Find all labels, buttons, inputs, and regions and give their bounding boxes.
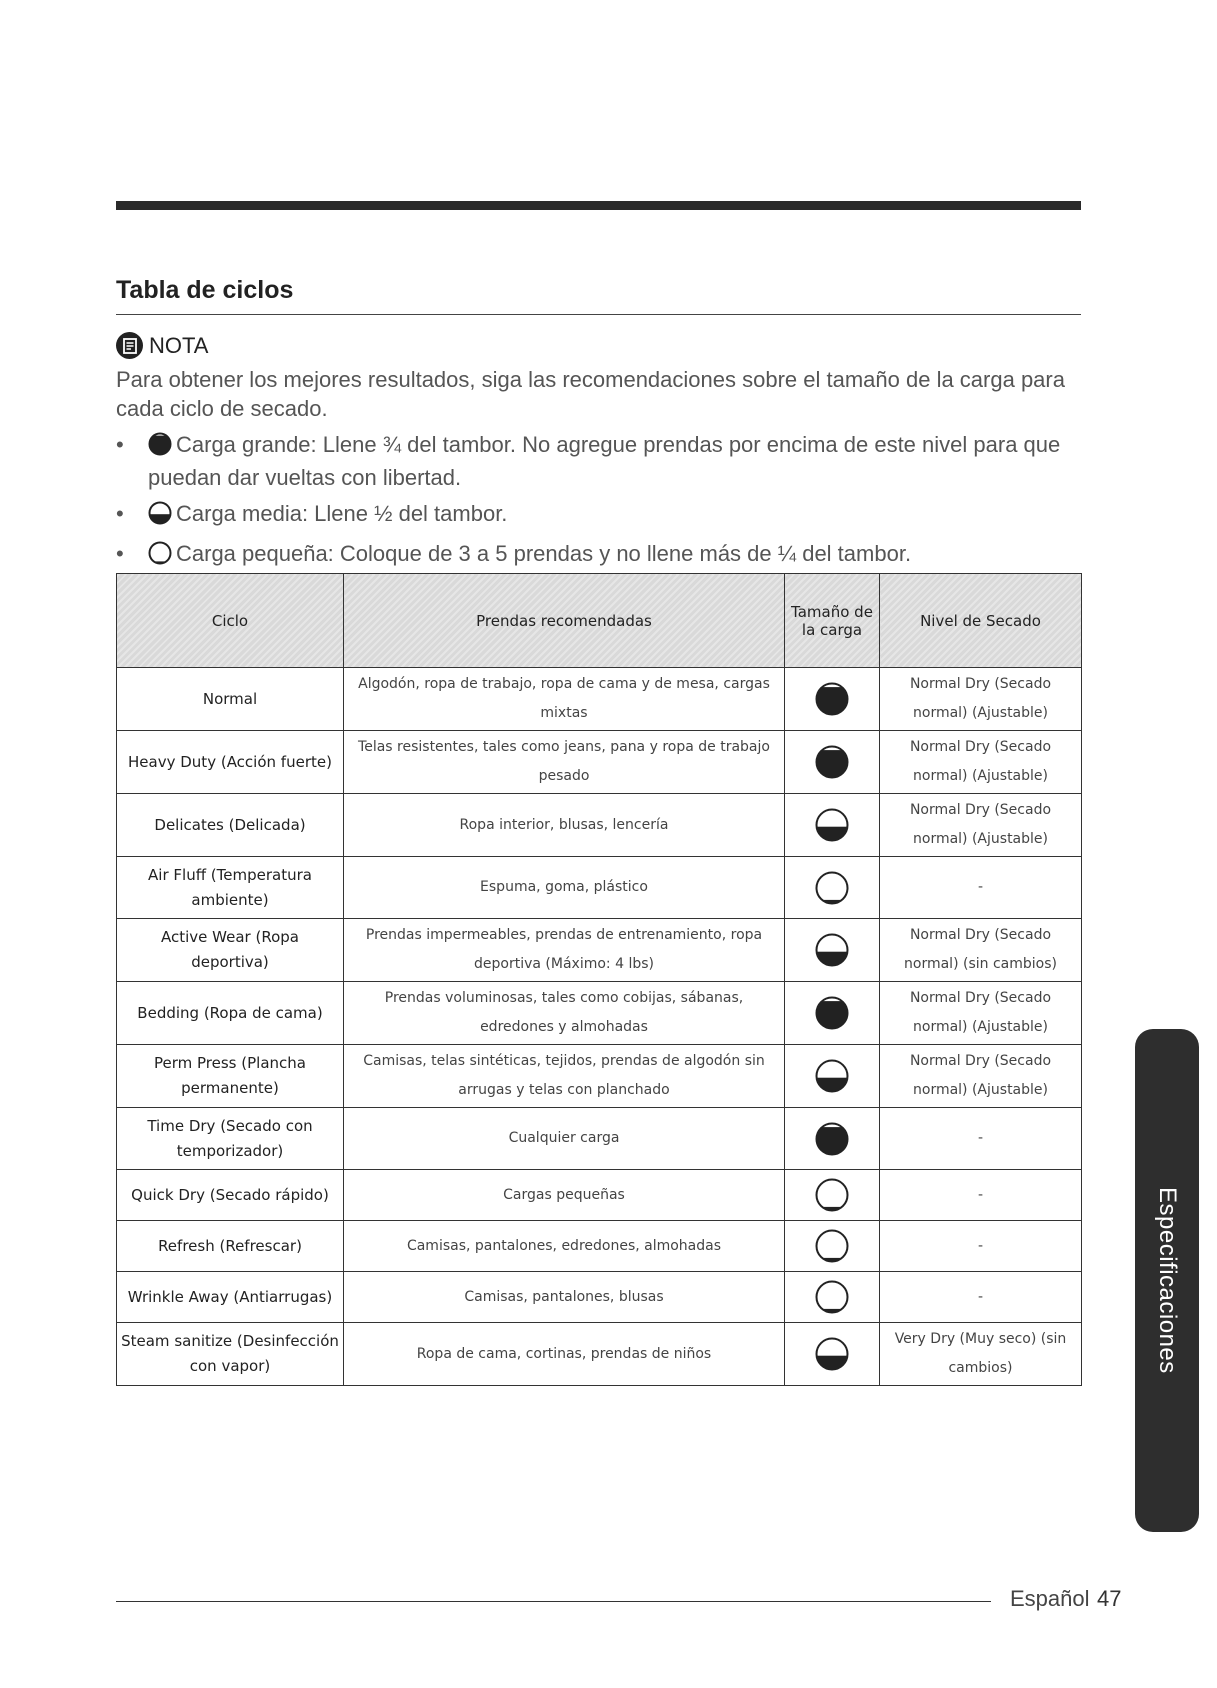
load-large-icon [789, 1122, 875, 1156]
cycle-table [116, 573, 1082, 1386]
table-row [117, 668, 1082, 731]
dry-level: Very Dry (Muy seco) (sin cambios) [880, 1323, 1082, 1386]
table-row [117, 919, 1082, 982]
footer-language: Español [1010, 1586, 1090, 1611]
recommended-items: Prendas impermeables, prendas de entrenamiento, ropa deportiva (Máximo: 4 lbs) [344, 919, 785, 982]
table-row [117, 982, 1082, 1045]
cycle-name: Perm Press (Plancha permanente) [117, 1045, 344, 1108]
load-size-cell [785, 668, 880, 731]
footer-rule [116, 1601, 991, 1602]
note-text: Para obtener los mejores resultados, siga las recomendaciones sobre el tamaño de la carga para cada ciclo de secado. [116, 367, 1065, 421]
recommended-items: Camisas, telas sintéticas, tejidos, prendas de algodón sin arrugas y telas con planchado [344, 1045, 785, 1108]
cycle-name: Wrinkle Away (Antiarrugas) [117, 1272, 344, 1323]
load-fill [815, 750, 849, 779]
load-large-icon [789, 682, 875, 716]
header-items: Prendas recomendadas [344, 574, 785, 668]
load-size-cell [785, 1323, 880, 1386]
table-row [117, 1170, 1082, 1221]
dry-level: Normal Dry (Secado normal) (Ajustable) [880, 1045, 1082, 1108]
load-size-cell [785, 731, 880, 794]
load-large-icon [148, 432, 172, 463]
cycle-name: Steam sanitize (Desinfección con vapor) [117, 1323, 344, 1386]
dry-level: Normal Dry (Secado normal) (Ajustable) [880, 731, 1082, 794]
table-row [117, 1221, 1082, 1272]
recommended-items: Ropa de cama, cortinas, prendas de niños [344, 1323, 785, 1386]
list-item: • Carga media: Llene ½ del tambor. [116, 499, 1076, 532]
load-medium-icon [789, 1337, 875, 1371]
top-rule [116, 201, 1081, 210]
section-title: Tabla de ciclos [116, 276, 294, 304]
list-item: • Carga pequeña: Coloque de 3 a 5 prendas y no llene más de ¼ del tambor. [116, 539, 1076, 572]
dry-level: - [880, 1170, 1082, 1221]
recommended-items: Cualquier carga [344, 1108, 785, 1170]
bullet-text: Carga grande: Llene ¾ del tambor. No agregue prendas por encima de este nivel para que puedan dar vueltas con libertad. [148, 432, 1061, 490]
recommended-items: Camisas, pantalones, blusas [344, 1272, 785, 1323]
recommended-items: Algodón, ropa de trabajo, ropa de cama y de mesa, cargas mixtas [344, 668, 785, 731]
cycle-name: Active Wear (Ropa deportiva) [117, 919, 344, 982]
cycle-name: Refresh (Refrescar) [117, 1221, 344, 1272]
load-medium-icon [789, 808, 875, 842]
load-medium-icon [789, 933, 875, 967]
table-row [117, 794, 1082, 857]
load-small-icon [789, 1229, 875, 1263]
side-tab-label: Especificaciones [1154, 1187, 1181, 1374]
table-row [117, 1108, 1082, 1170]
table-row [117, 1323, 1082, 1386]
bullet-text: Carga media: Llene ½ del tambor. [176, 501, 508, 526]
load-size-cell [785, 794, 880, 857]
cycle-name: Heavy Duty (Acción fuerte) [117, 731, 344, 794]
dry-level: Normal Dry (Secado normal) (Ajustable) [880, 668, 1082, 731]
cycle-name: Air Fluff (Temperatura ambiente) [117, 857, 344, 919]
cycle-name: Delicates (Delicada) [117, 794, 344, 857]
cycle-name: Normal [117, 668, 344, 731]
recommended-items: Cargas pequeñas [344, 1170, 785, 1221]
table-row [117, 1272, 1082, 1323]
dry-level: - [880, 1221, 1082, 1272]
bullet-text: Carga pequeña: Coloque de 3 a 5 prendas y no llene más de ¼ del tambor. [176, 541, 912, 566]
note-title: NOTA [149, 332, 209, 358]
dry-level: - [880, 1272, 1082, 1323]
load-small-icon [789, 871, 875, 905]
dry-level: Normal Dry (Secado normal) (Ajustable) [880, 794, 1082, 857]
load-size-cell [785, 1272, 880, 1323]
load-fill [815, 1127, 849, 1156]
recommended-items: Prendas voluminosas, tales como cobijas, sábanas, edredones y almohadas [344, 982, 785, 1045]
cycle-name: Bedding (Ropa de cama) [117, 982, 344, 1045]
list-item: • Carga grande: Llene ¾ del tambor. No agregue prendas por encima de este nivel para que puedan dar vueltas con libertad. [116, 432, 1061, 490]
load-large-icon [789, 996, 875, 1030]
load-fill [815, 1001, 849, 1030]
load-small-icon [789, 1280, 875, 1314]
load-small-icon [789, 1178, 875, 1212]
title-rule [116, 314, 1081, 315]
page-number: 47 [1097, 1586, 1122, 1611]
note-icon [116, 332, 143, 359]
header-load: Tamaño de la carga [785, 574, 880, 668]
note-header [116, 332, 208, 359]
dry-level: - [880, 1108, 1082, 1170]
load-size-cell [785, 1170, 880, 1221]
table-row [117, 1045, 1082, 1108]
recommended-items: Ropa interior, blusas, lencería [344, 794, 785, 857]
header-cycle: Ciclo [117, 574, 344, 668]
side-tab [1135, 1029, 1199, 1532]
table-row [117, 731, 1082, 794]
table-row [117, 857, 1082, 919]
load-large-icon [789, 745, 875, 779]
dry-level: - [880, 857, 1082, 919]
load-fill [815, 687, 849, 716]
load-small-icon [148, 541, 172, 572]
dry-level: Normal Dry (Secado normal) (sin cambios) [880, 919, 1082, 982]
load-size-cell [785, 1108, 880, 1170]
table-header-row [117, 574, 1082, 668]
cycle-name: Time Dry (Secado con temporizador) [117, 1108, 344, 1170]
dry-level: Normal Dry (Secado normal) (Ajustable) [880, 982, 1082, 1045]
load-medium-icon [789, 1059, 875, 1093]
load-size-cell [785, 1221, 880, 1272]
load-size-list [116, 430, 1076, 579]
load-size-cell [785, 1045, 880, 1108]
recommended-items: Camisas, pantalones, edredones, almohadas [344, 1221, 785, 1272]
recommended-items: Telas resistentes, tales como jeans, pana y ropa de trabajo pesado [344, 731, 785, 794]
load-medium-icon [148, 501, 172, 532]
load-size-cell [785, 919, 880, 982]
recommended-items: Espuma, goma, plástico [344, 857, 785, 919]
load-size-cell [785, 982, 880, 1045]
header-level: Nivel de Secado [880, 574, 1082, 668]
cycle-name: Quick Dry (Secado rápido) [117, 1170, 344, 1221]
load-size-cell [785, 857, 880, 919]
